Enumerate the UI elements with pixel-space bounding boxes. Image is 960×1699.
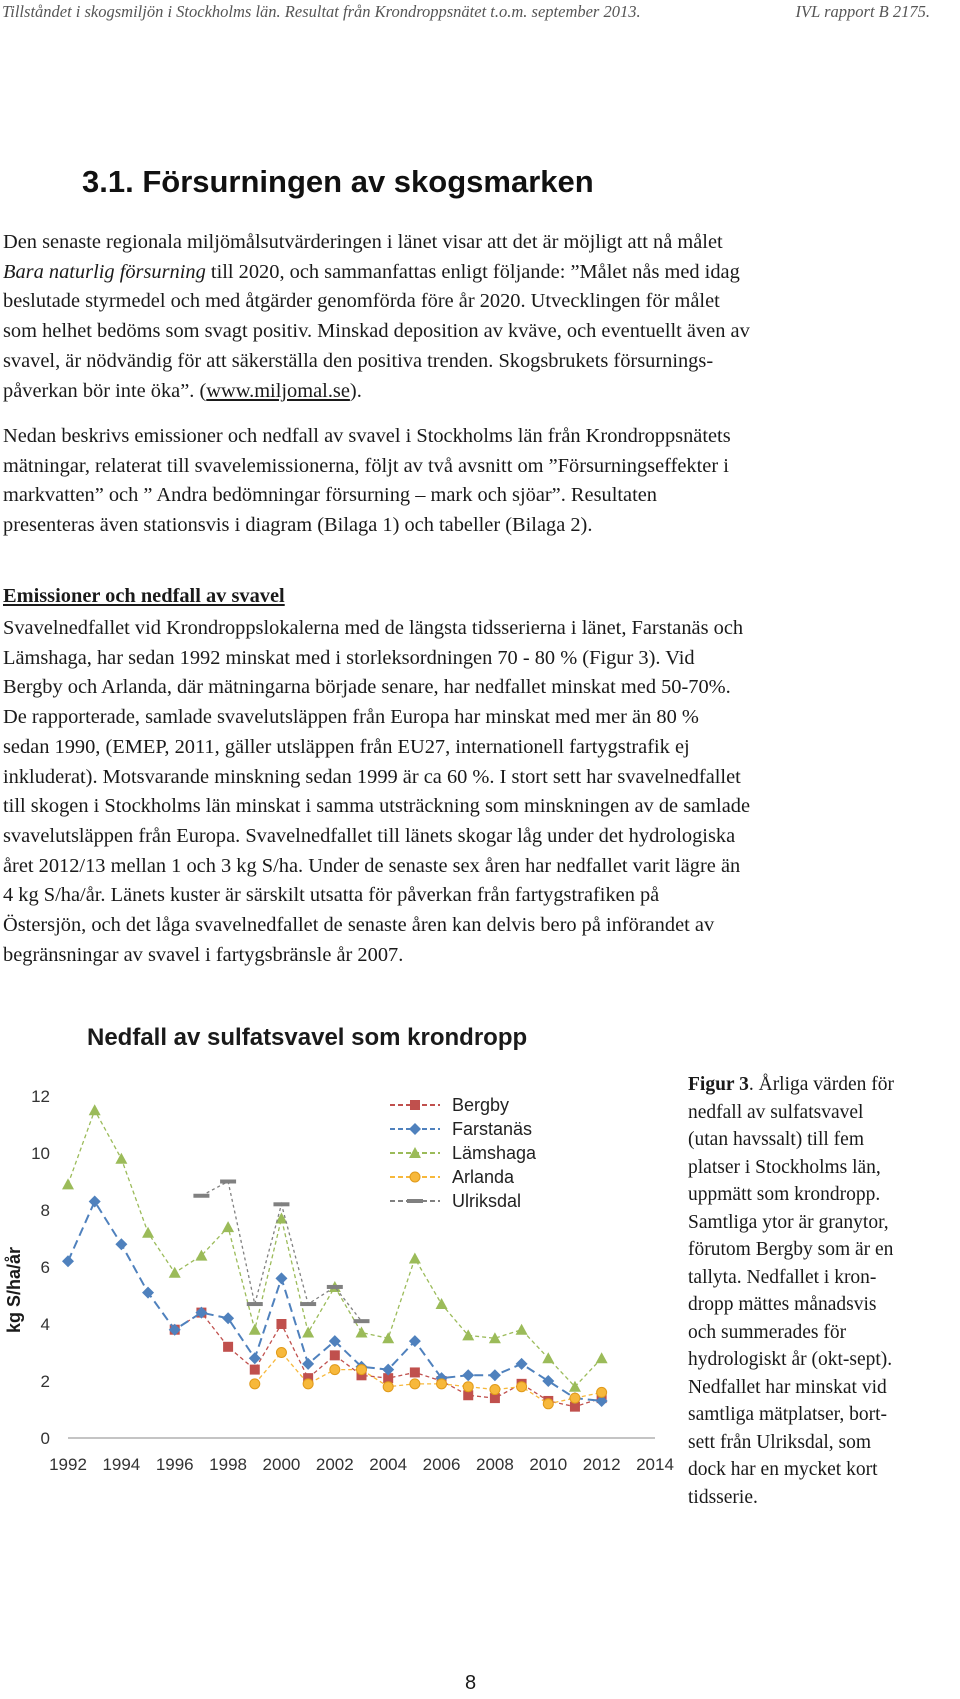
data-point-marker xyxy=(407,1199,423,1203)
data-point-marker xyxy=(220,1180,236,1184)
text-line: som helhet bedöms som svagt positiv. Minskad deposition av kväve, och eventuellt även av xyxy=(3,320,750,343)
data-point-marker xyxy=(193,1194,209,1198)
caption-line: Nedfallet har minskat vid xyxy=(688,1376,887,1398)
data-point-marker xyxy=(409,1252,421,1263)
text-line: inkluderat). Motsvarande minskning sedan 1999 är ca 60 %. I stort sett har svavelnedfallet xyxy=(3,765,741,788)
caption-line: och summerades för xyxy=(688,1321,847,1343)
data-point-marker xyxy=(249,1324,261,1335)
data-point-marker xyxy=(354,1319,370,1323)
data-point-marker xyxy=(275,1272,287,1284)
y-tick-label: 8 xyxy=(40,1201,50,1220)
data-point-marker xyxy=(542,1375,554,1387)
data-point-marker xyxy=(516,1358,528,1370)
caption-line: sett från Ulriksdal, som xyxy=(688,1431,872,1453)
text-segment: ). xyxy=(349,379,362,402)
text-line: året 2012/13 mellan 1 och 3 kg S/ha. Under de senaste sex åren har nedfallet varit lägre än xyxy=(3,854,741,877)
data-point-marker xyxy=(169,1267,181,1278)
data-point-marker xyxy=(273,1202,289,1206)
series-line xyxy=(175,1313,602,1407)
caption-line: nedfall av sulfatsvavel xyxy=(688,1101,864,1123)
caption-line: dropp mättes månadsvis xyxy=(688,1294,877,1315)
data-point-marker xyxy=(382,1332,394,1343)
paragraph-overview xyxy=(3,422,933,541)
text-line: Bergby och Arlanda, där mätningarna började senare, har nedfallet minskat med 50-70%. xyxy=(3,676,731,699)
data-point-marker xyxy=(327,1285,343,1289)
data-point-marker xyxy=(250,1365,260,1375)
data-point-marker xyxy=(462,1369,474,1381)
subsection-heading: Emissioner och nedfall av svavel xyxy=(3,585,285,607)
data-point-marker xyxy=(516,1324,528,1335)
data-point-marker xyxy=(249,1352,261,1364)
x-tick-label: 1996 xyxy=(155,1455,194,1474)
running-header-report-number: IVL rapport B 2175. xyxy=(795,2,930,21)
text-line: beslutade styrmedel och med åtgärder genomförda före år 2020. Utvecklingen för målet xyxy=(3,290,720,313)
caption-line: (utan havssalt) till fem xyxy=(688,1129,864,1150)
data-point-marker xyxy=(302,1358,314,1370)
caption-line: förutom Bergby som är en xyxy=(688,1239,894,1260)
data-point-marker xyxy=(142,1227,154,1238)
data-point-marker xyxy=(142,1287,154,1299)
caption-line: dock har en mycket kort xyxy=(688,1459,878,1480)
sulfate-deposition-chart xyxy=(0,1000,680,1490)
chart-y-ticks xyxy=(31,1087,50,1448)
paragraph-intro xyxy=(3,228,933,406)
data-point-marker xyxy=(303,1379,313,1389)
data-point-marker xyxy=(250,1379,260,1389)
data-point-marker xyxy=(222,1312,234,1324)
data-point-marker xyxy=(356,1327,368,1338)
x-tick-label: 1994 xyxy=(102,1455,141,1474)
series-bergby xyxy=(170,1308,607,1412)
caption-line: tidsserie. xyxy=(688,1486,758,1508)
data-point-marker xyxy=(436,1298,448,1309)
x-tick-label: 2012 xyxy=(582,1455,621,1474)
data-point-marker xyxy=(543,1399,553,1409)
data-point-marker xyxy=(410,1379,420,1389)
caption-figure-label: Figur 3 xyxy=(688,1074,749,1095)
y-tick-label: 0 xyxy=(40,1429,50,1448)
text-line xyxy=(3,377,933,407)
legend-item xyxy=(390,1167,515,1187)
page-number: 8 xyxy=(465,1672,477,1694)
text-line: till skogen i Stockholms län minskat i samma utsträckning som minskningen av de samlade xyxy=(3,795,750,818)
data-point-marker xyxy=(596,1352,608,1363)
x-tick-label: 2014 xyxy=(636,1455,674,1474)
data-point-marker xyxy=(489,1369,501,1381)
caption-line: hydrologiskt år (okt-sept). xyxy=(688,1349,893,1370)
data-point-marker xyxy=(409,1123,421,1135)
legend-item xyxy=(390,1191,521,1211)
text-line: Nedan beskrivs emissioner och nedfall av svavel i Stockholms län från Krondroppsnätets xyxy=(3,425,731,447)
data-point-marker xyxy=(276,1348,286,1358)
data-point-marker xyxy=(597,1387,607,1397)
legend-label: Arlanda xyxy=(452,1167,515,1187)
data-point-marker xyxy=(383,1382,393,1392)
legend-label: Lämshaga xyxy=(452,1143,537,1163)
data-point-marker xyxy=(330,1365,340,1375)
data-point-marker xyxy=(62,1178,74,1189)
paragraph-emissions xyxy=(3,614,933,970)
data-point-marker xyxy=(570,1393,580,1403)
data-point-marker xyxy=(115,1153,127,1164)
text-line: svavel, är nödvändig för att säkerställa den positiva trenden. Skogsbrukets försurnings- xyxy=(3,349,714,372)
data-point-marker xyxy=(410,1172,420,1182)
data-point-marker xyxy=(89,1104,101,1115)
text-line: sedan 1990, (EMEP, 2011, gäller utsläppen från EU27, internationell fartygstrafik ej xyxy=(3,735,690,758)
y-tick-label: 6 xyxy=(40,1258,50,1277)
text-line: Östersjön, och det låga svavelnedfallet de senaste åren kan delvis bero på införandet av xyxy=(3,914,715,937)
data-point-marker xyxy=(330,1350,340,1360)
text-line: markvatten” och ” Andra bedömningar försurning – mark och sjöar”. Resultaten xyxy=(3,484,657,507)
data-point-marker xyxy=(300,1302,316,1306)
y-tick-label: 12 xyxy=(31,1087,50,1106)
running-header-title: Tillståndet i skogsmiljön i Stockholms län. Resultat från Krondroppsnätet t.o.m. september 2013. xyxy=(2,2,641,21)
caption-line: samtliga mätplatser, bort- xyxy=(688,1404,888,1425)
figure-caption xyxy=(688,1071,950,1511)
x-tick-label: 1998 xyxy=(209,1455,248,1474)
text-line: Svavelnedfallet vid Krondroppslokalerna med de längsta tidsserierna i länet, Farstanäs och xyxy=(3,617,744,639)
data-point-marker xyxy=(247,1302,263,1306)
data-point-marker xyxy=(410,1100,420,1110)
legend-item xyxy=(390,1095,509,1115)
data-point-marker xyxy=(409,1335,421,1347)
x-tick-label: 2000 xyxy=(262,1455,301,1474)
data-point-marker xyxy=(115,1238,127,1250)
caption-line: tallyta. Nedfallet i kron- xyxy=(688,1266,877,1288)
x-tick-label: 1992 xyxy=(49,1455,87,1474)
data-point-marker xyxy=(62,1255,74,1267)
data-point-marker xyxy=(223,1342,233,1352)
text-line: 4 kg S/ha/år. Länets kuster är särskilt utsatta för påverkan från fartygstrafiken på xyxy=(3,884,660,907)
text-segment: . Årliga värden för xyxy=(748,1074,894,1095)
data-point-marker xyxy=(357,1365,367,1375)
text-line: Lämshaga, har sedan 1992 minskat med i storleksordningen 70 - 80 % (Figur 3). Vid xyxy=(3,646,695,669)
legend-label: Ulriksdal xyxy=(452,1191,522,1211)
data-point-marker xyxy=(463,1382,473,1392)
chart-legend xyxy=(390,1095,537,1211)
y-tick-label: 2 xyxy=(40,1372,50,1391)
chart-y-axis-label: kg S/ha/år xyxy=(4,1246,24,1334)
text-segment: påverkan bör inte öka”. ( xyxy=(3,379,207,402)
text-line: presenteras även stationsvis i diagram (Bilaga 1) och tabeller (Bilaga 2). xyxy=(3,514,593,537)
y-tick-label: 10 xyxy=(31,1144,50,1163)
data-point-marker xyxy=(437,1379,447,1389)
x-tick-label: 2010 xyxy=(529,1455,568,1474)
italic-goal-name: Bara naturlig försurning xyxy=(3,260,206,283)
text-line xyxy=(3,258,933,288)
caption-line: uppmätt som krondropp. xyxy=(688,1184,881,1205)
chart-title: Nedfall av sulfatsvavel som krondropp xyxy=(87,1024,528,1051)
section-heading: 3.1. Försurningen av skogsmarken xyxy=(82,164,594,199)
caption-line xyxy=(688,1071,950,1099)
miljomal-link[interactable]: www.miljomal.se xyxy=(206,379,350,402)
legend-label: Farstanäs xyxy=(452,1119,533,1139)
data-point-marker xyxy=(222,1221,234,1232)
text-line: svavelutsläppen från Europa. Svavelnedfallet till länets skogar låg under det hydrologiska xyxy=(3,824,736,847)
series-farstan-s xyxy=(62,1195,608,1407)
caption-line: Samtliga ytor är granytor, xyxy=(688,1211,889,1233)
x-tick-label: 2006 xyxy=(422,1455,461,1474)
data-point-marker xyxy=(276,1319,286,1329)
y-tick-label: 4 xyxy=(40,1315,50,1334)
text-segment: till 2020, och sammanfattas enligt följande: ”Målet nås med idag xyxy=(205,260,740,283)
legend-label: Bergby xyxy=(452,1095,510,1115)
legend-item xyxy=(390,1143,537,1163)
legend-item xyxy=(390,1119,532,1139)
data-point-marker xyxy=(89,1195,101,1207)
chart-x-ticks xyxy=(49,1455,674,1474)
data-point-marker xyxy=(195,1250,207,1261)
data-point-marker xyxy=(410,1367,420,1377)
text-line: De rapporterade, samlade svavelutsläppen från Europa har minskat med mer än 80 % xyxy=(3,706,699,729)
x-tick-label: 2002 xyxy=(315,1455,354,1474)
x-tick-label: 2004 xyxy=(369,1455,408,1474)
x-tick-label: 2008 xyxy=(475,1455,514,1474)
data-point-marker xyxy=(490,1385,500,1395)
data-point-marker xyxy=(517,1382,527,1392)
text-line: mätningar, relaterat till svavelemissionerna, följt av två avsnitt om ”Försurningseffekter i xyxy=(3,454,729,477)
text-line: begränsningar av svavel i fartygsbränsle år 2007. xyxy=(3,943,404,966)
caption-line: platser i Stockholms län, xyxy=(688,1156,881,1178)
text-line: Den senaste regionala miljömålsutvärderingen i länet visar att det är möjligt att nå målet xyxy=(3,231,723,253)
data-point-marker xyxy=(302,1327,314,1338)
